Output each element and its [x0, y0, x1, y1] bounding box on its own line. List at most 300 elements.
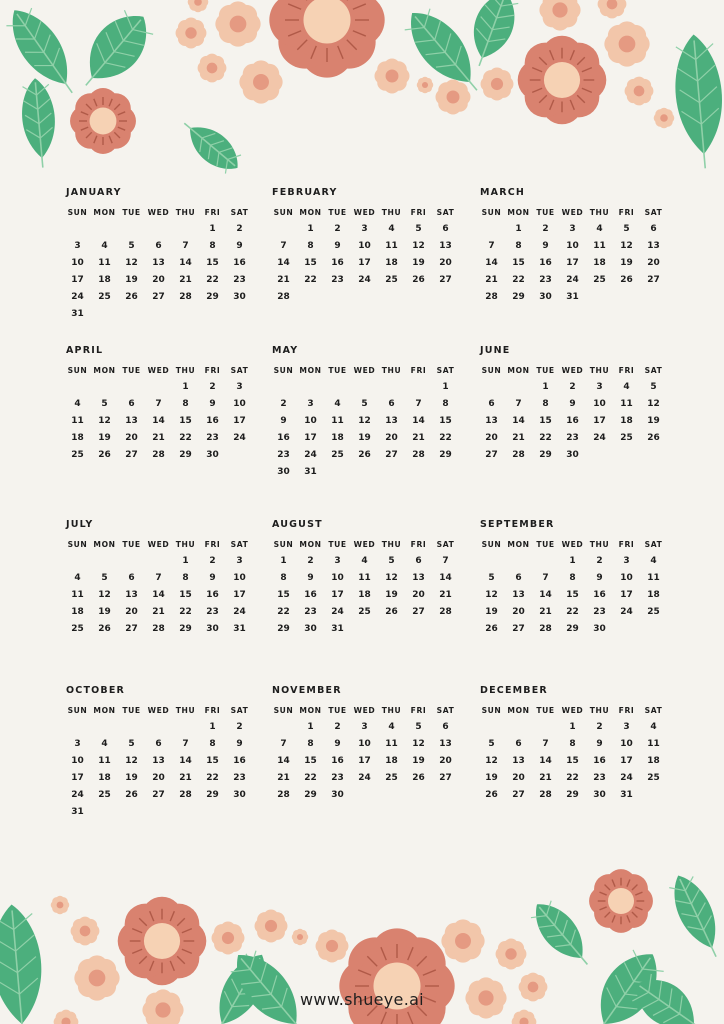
weekday-label: THU [381, 366, 402, 375]
day-number: 31 [566, 292, 579, 302]
day-number: 16 [304, 590, 317, 600]
flower-icon [239, 60, 282, 103]
month-january [64, 186, 254, 323]
empty-cell [270, 221, 297, 238]
day-number: 29 [179, 450, 192, 460]
day-number: 12 [385, 573, 398, 583]
day-number: 6 [415, 556, 422, 566]
weekday-label: MON [93, 366, 116, 375]
flower-icon [417, 77, 433, 93]
day-number: 7 [442, 556, 449, 566]
leaf-icon [68, 2, 161, 100]
day-number: 7 [155, 573, 162, 583]
leaf-icon [175, 112, 247, 179]
day-number: 13 [485, 416, 498, 426]
month-april [64, 344, 254, 464]
day-number: 14 [277, 756, 290, 766]
day-number: 22 [304, 773, 317, 783]
weekday-label: TUE [122, 540, 141, 549]
weekday-label: TUE [122, 208, 141, 217]
day-number: 21 [277, 773, 290, 783]
day-number: 26 [647, 433, 660, 443]
day-number: 1 [542, 382, 549, 392]
day-number: 7 [182, 241, 189, 251]
flower-icon [255, 910, 288, 943]
weekday-label: WED [353, 706, 376, 715]
empty-cell [118, 379, 145, 396]
day-number: 13 [125, 590, 138, 600]
flower-icon [269, 0, 384, 78]
day-number: 29 [304, 790, 317, 800]
weekday-label: WED [561, 540, 584, 549]
day-number: 26 [125, 790, 138, 800]
leaf-icon [525, 894, 600, 975]
day-number: 25 [593, 275, 606, 285]
day-number: 5 [623, 224, 630, 234]
month-grid [64, 362, 254, 464]
day-number: 1 [307, 722, 314, 732]
day-number: 15 [566, 590, 579, 600]
day-number: 9 [209, 573, 216, 583]
day-number: 26 [125, 292, 138, 302]
day-number: 7 [542, 573, 549, 583]
day-number: 25 [98, 790, 111, 800]
day-number: 3 [334, 556, 341, 566]
month-july [64, 518, 254, 638]
day-number: 13 [125, 416, 138, 426]
day-number: 8 [307, 739, 314, 749]
day-number: 30 [331, 790, 344, 800]
day-number: 27 [485, 450, 498, 460]
weekday-label: FRI [204, 706, 221, 715]
day-number: 12 [98, 416, 111, 426]
leaf-icon [663, 869, 724, 964]
month-october [64, 684, 254, 821]
weekday-label: THU [381, 706, 402, 715]
day-number: 10 [620, 573, 633, 583]
empty-cell [145, 553, 172, 570]
weekday-label: THU [589, 366, 610, 375]
day-number: 20 [412, 590, 425, 600]
month-grid [270, 204, 460, 306]
empty-cell [145, 221, 172, 238]
weekday-label: MON [299, 540, 322, 549]
day-number: 13 [439, 241, 452, 251]
day-number: 7 [182, 739, 189, 749]
empty-cell [64, 221, 91, 238]
day-number: 13 [412, 573, 425, 583]
month-name: DECEMBER [480, 685, 548, 696]
flower-icon [481, 68, 514, 101]
month-name: AUGUST [272, 519, 323, 530]
day-number: 22 [539, 433, 552, 443]
flower-icon [441, 919, 484, 962]
day-number: 6 [515, 573, 522, 583]
day-number: 22 [566, 773, 579, 783]
day-number: 6 [488, 399, 495, 409]
day-number: 7 [155, 399, 162, 409]
day-number: 31 [233, 624, 246, 634]
empty-cell [378, 379, 405, 396]
day-number: 24 [358, 275, 371, 285]
day-number: 16 [593, 756, 606, 766]
day-number: 17 [358, 756, 371, 766]
day-number: 28 [179, 292, 192, 302]
weekday-label: SAT [436, 366, 455, 375]
day-number: 17 [358, 258, 371, 268]
weekday-label: SUN [273, 366, 294, 375]
weekday-label: TUE [328, 366, 347, 375]
empty-cell [478, 553, 505, 570]
weekday-label: FRI [618, 208, 635, 217]
weekday-label: SAT [436, 706, 455, 715]
day-number: 28 [539, 790, 552, 800]
day-number: 28 [152, 450, 165, 460]
empty-cell [351, 379, 378, 396]
day-number: 19 [98, 433, 111, 443]
day-number: 14 [439, 573, 452, 583]
day-number: 30 [277, 467, 290, 477]
flower-icon [496, 939, 527, 970]
weekday-label: WED [353, 540, 376, 549]
day-number: 22 [439, 433, 452, 443]
day-number: 28 [277, 790, 290, 800]
day-number: 12 [125, 756, 138, 766]
flower-icon [339, 928, 454, 1024]
weekday-label: THU [175, 208, 196, 217]
day-number: 29 [539, 450, 552, 460]
day-number: 31 [304, 467, 317, 477]
day-number: 26 [385, 607, 398, 617]
empty-cell [64, 379, 91, 396]
flower-icon [54, 1010, 79, 1024]
weekday-label: WED [561, 706, 584, 715]
day-number: 20 [512, 773, 525, 783]
day-number: 30 [593, 624, 606, 634]
day-number: 16 [331, 756, 344, 766]
day-number: 27 [647, 275, 660, 285]
weekday-label: SAT [230, 366, 249, 375]
day-number: 29 [439, 450, 452, 460]
day-number: 25 [98, 292, 111, 302]
day-number: 2 [209, 382, 216, 392]
day-number: 12 [485, 756, 498, 766]
day-number: 21 [152, 607, 165, 617]
day-number: 17 [620, 590, 633, 600]
day-number: 14 [512, 416, 525, 426]
day-number: 17 [593, 416, 606, 426]
day-number: 18 [385, 258, 398, 268]
day-number: 15 [179, 590, 192, 600]
day-number: 11 [385, 241, 398, 251]
day-number: 10 [233, 399, 246, 409]
day-number: 8 [515, 241, 522, 251]
day-number: 26 [412, 275, 425, 285]
weekday-label: THU [175, 706, 196, 715]
day-number: 18 [331, 433, 344, 443]
day-number: 28 [152, 624, 165, 634]
day-number: 21 [277, 275, 290, 285]
day-number: 28 [412, 450, 425, 460]
weekday-label: SAT [644, 208, 663, 217]
month-august [270, 518, 460, 638]
day-number: 14 [179, 258, 192, 268]
day-number: 19 [385, 590, 398, 600]
day-number: 2 [569, 382, 576, 392]
day-number: 1 [280, 556, 287, 566]
empty-cell [145, 719, 172, 736]
day-number: 15 [539, 416, 552, 426]
day-number: 11 [385, 739, 398, 749]
weekday-label: FRI [204, 208, 221, 217]
day-number: 19 [485, 607, 498, 617]
day-number: 21 [179, 773, 192, 783]
day-number: 5 [101, 573, 108, 583]
weekday-label: TUE [536, 366, 555, 375]
empty-cell [64, 553, 91, 570]
day-number: 4 [388, 722, 395, 732]
weekday-label: SAT [644, 540, 663, 549]
month-december [478, 684, 668, 804]
weekday-label: TUE [122, 366, 141, 375]
day-number: 26 [620, 275, 633, 285]
day-number: 30 [304, 624, 317, 634]
day-number: 4 [74, 573, 81, 583]
day-number: 7 [542, 739, 549, 749]
day-number: 6 [442, 722, 449, 732]
day-number: 4 [388, 224, 395, 234]
day-number: 25 [71, 450, 84, 460]
day-number: 16 [593, 590, 606, 600]
empty-cell [532, 553, 559, 570]
day-number: 22 [512, 275, 525, 285]
day-number: 10 [566, 241, 579, 251]
day-number: 8 [442, 399, 449, 409]
weekday-label: MON [93, 540, 116, 549]
month-may [270, 344, 460, 481]
flower-icon [70, 88, 136, 154]
flower-icon [198, 54, 227, 83]
day-number: 17 [304, 433, 317, 443]
day-number: 6 [650, 224, 657, 234]
day-number: 14 [152, 416, 165, 426]
weekday-label: SUN [67, 208, 88, 217]
empty-cell [505, 553, 532, 570]
website-footer: www.shueye.ai [300, 990, 424, 1009]
month-name: FEBRUARY [272, 187, 338, 198]
day-number: 1 [182, 556, 189, 566]
weekday-label: WED [147, 540, 170, 549]
day-number: 22 [566, 607, 579, 617]
day-number: 16 [206, 590, 219, 600]
day-number: 27 [439, 773, 452, 783]
month-grid [478, 362, 668, 464]
weekday-label: FRI [410, 540, 427, 549]
day-number: 17 [233, 590, 246, 600]
weekday-label: MON [93, 208, 116, 217]
day-number: 19 [485, 773, 498, 783]
day-number: 15 [566, 756, 579, 766]
weekday-label: FRI [410, 706, 427, 715]
day-number: 11 [358, 573, 371, 583]
flower-icon [654, 108, 675, 129]
empty-cell [270, 719, 297, 736]
empty-cell [64, 719, 91, 736]
day-number: 27 [152, 790, 165, 800]
day-number: 11 [647, 573, 660, 583]
weekday-label: MON [507, 366, 530, 375]
month-grid [478, 204, 668, 306]
day-number: 5 [650, 382, 657, 392]
day-number: 20 [152, 275, 165, 285]
day-number: 23 [206, 433, 219, 443]
day-number: 18 [98, 275, 111, 285]
day-number: 18 [647, 590, 660, 600]
day-number: 22 [206, 773, 219, 783]
day-number: 19 [412, 258, 425, 268]
day-number: 17 [71, 773, 84, 783]
empty-cell [91, 553, 118, 570]
day-number: 24 [71, 292, 84, 302]
day-number: 9 [542, 241, 549, 251]
flower-icon [625, 77, 654, 106]
day-number: 29 [277, 624, 290, 634]
day-number: 9 [596, 573, 603, 583]
day-number: 4 [101, 241, 108, 251]
weekday-label: FRI [618, 540, 635, 549]
day-number: 8 [307, 241, 314, 251]
month-grid [64, 702, 254, 821]
day-number: 3 [569, 224, 576, 234]
weekday-label: TUE [122, 706, 141, 715]
weekday-label: SAT [436, 208, 455, 217]
day-number: 7 [488, 241, 495, 251]
day-number: 2 [596, 556, 603, 566]
day-number: 1 [307, 224, 314, 234]
day-number: 30 [233, 292, 246, 302]
weekday-label: MON [507, 706, 530, 715]
day-number: 18 [71, 607, 84, 617]
day-number: 19 [412, 756, 425, 766]
day-number: 10 [593, 399, 606, 409]
day-number: 4 [596, 224, 603, 234]
weekday-label: TUE [328, 706, 347, 715]
day-number: 16 [539, 258, 552, 268]
day-number: 26 [358, 450, 371, 460]
day-number: 3 [307, 399, 314, 409]
day-number: 4 [650, 722, 657, 732]
day-number: 11 [331, 416, 344, 426]
day-number: 5 [388, 556, 395, 566]
day-number: 12 [412, 739, 425, 749]
day-number: 4 [101, 739, 108, 749]
empty-cell [172, 221, 199, 238]
month-november [270, 684, 460, 804]
weekday-label: SAT [230, 540, 249, 549]
day-number: 11 [647, 739, 660, 749]
flower-icon [118, 897, 207, 986]
empty-cell [172, 719, 199, 736]
day-number: 5 [101, 399, 108, 409]
day-number: 24 [566, 275, 579, 285]
weekday-label: SUN [273, 540, 294, 549]
day-number: 25 [385, 275, 398, 285]
day-number: 7 [280, 241, 287, 251]
day-number: 23 [206, 607, 219, 617]
day-number: 30 [593, 790, 606, 800]
day-number: 26 [98, 624, 111, 634]
day-number: 23 [277, 450, 290, 460]
weekday-label: THU [589, 208, 610, 217]
day-number: 20 [152, 773, 165, 783]
flower-icon [589, 869, 653, 933]
day-number: 8 [209, 241, 216, 251]
weekday-label: SUN [67, 540, 88, 549]
month-february [270, 186, 460, 306]
day-number: 18 [71, 433, 84, 443]
day-number: 10 [304, 416, 317, 426]
day-number: 4 [334, 399, 341, 409]
day-number: 23 [331, 773, 344, 783]
weekday-label: FRI [204, 366, 221, 375]
flower-icon [212, 922, 245, 955]
day-number: 15 [439, 416, 452, 426]
day-number: 9 [334, 739, 341, 749]
day-number: 21 [539, 607, 552, 617]
flower-icon [374, 58, 409, 93]
weekday-label: FRI [204, 540, 221, 549]
day-number: 28 [439, 607, 452, 617]
day-number: 4 [623, 382, 630, 392]
month-june [478, 344, 668, 464]
day-number: 11 [71, 590, 84, 600]
weekday-label: MON [93, 706, 116, 715]
day-number: 5 [415, 224, 422, 234]
day-number: 9 [307, 573, 314, 583]
month-september [478, 518, 668, 638]
day-number: 9 [569, 399, 576, 409]
month-march [478, 186, 668, 306]
day-number: 21 [412, 433, 425, 443]
flower-icon [51, 896, 70, 915]
day-number: 15 [179, 416, 192, 426]
empty-cell [478, 221, 505, 238]
day-number: 22 [277, 607, 290, 617]
day-number: 8 [569, 573, 576, 583]
day-number: 13 [512, 590, 525, 600]
day-number: 5 [488, 739, 495, 749]
weekday-label: THU [381, 540, 402, 549]
day-number: 1 [209, 224, 216, 234]
day-number: 20 [125, 607, 138, 617]
day-number: 22 [179, 607, 192, 617]
day-number: 27 [412, 607, 425, 617]
day-number: 21 [179, 275, 192, 285]
day-number: 20 [647, 258, 660, 268]
day-number: 4 [74, 399, 81, 409]
day-number: 28 [539, 624, 552, 634]
day-number: 22 [179, 433, 192, 443]
day-number: 24 [71, 790, 84, 800]
day-number: 6 [155, 739, 162, 749]
day-number: 2 [542, 224, 549, 234]
day-number: 14 [539, 756, 552, 766]
empty-cell [145, 379, 172, 396]
day-number: 24 [620, 607, 633, 617]
day-number: 9 [334, 241, 341, 251]
day-number: 2 [236, 722, 243, 732]
weekday-label: THU [175, 540, 196, 549]
